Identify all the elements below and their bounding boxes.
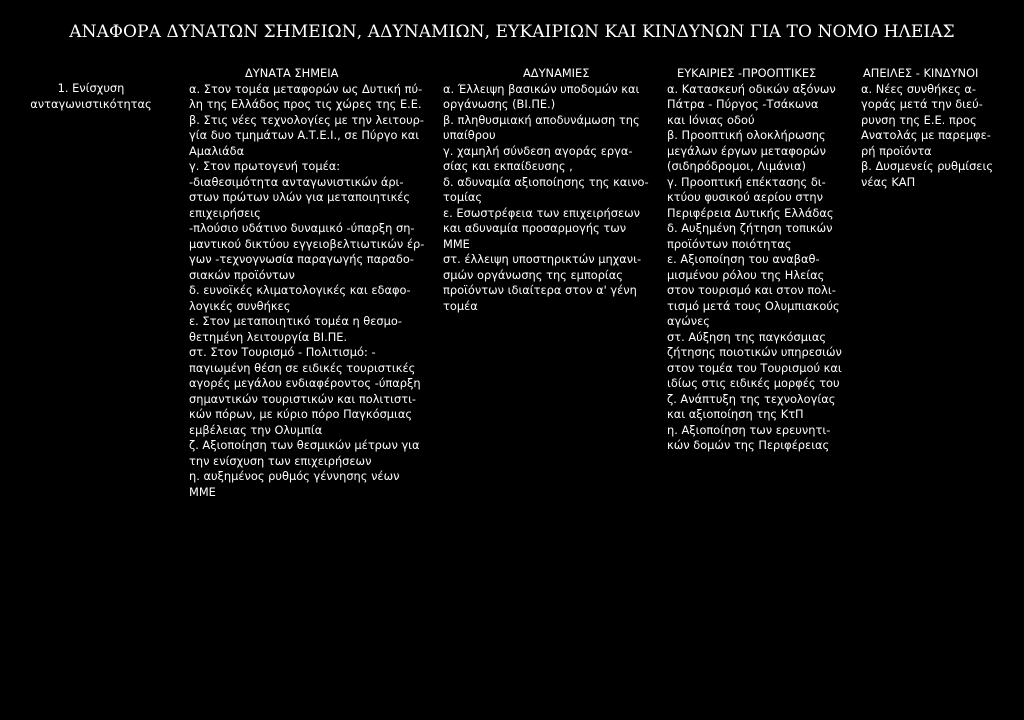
text-line: σιακών προϊόντων <box>189 267 295 282</box>
text-line: δ. αδυναμία αξιοποίησης της καινο- <box>443 174 649 189</box>
text-line: παγιωμένη θέση σε ειδικές τουριστικές <box>189 360 416 375</box>
text-line: αγορές μεγάλου ενδιαφέροντος -ύπαρξη <box>189 376 421 390</box>
text-line: (σιδηρόδρομοι, Λιμάνια) <box>667 159 806 173</box>
text-line: ιδίως στις ειδικές μορφές του <box>667 376 840 390</box>
text-line: προϊόντων ιδιαίτερα στον α' γένη <box>443 283 637 297</box>
text-line: στ. Αύξηση της παγκόσμιας <box>667 329 827 344</box>
threats-list <box>861 82 1024 191</box>
opportunities-header: ΕΥΚΑΙΡΙΕΣ -ΠΡΟΟΠΤΙΚΕΣ <box>677 66 817 80</box>
strengths-list <box>189 82 449 501</box>
text-line: την ενίσχυση των επιχειρήσεων <box>189 453 372 468</box>
text-line: Αμαλιάδα <box>189 143 245 158</box>
text-line: λογικές συνθήκες <box>189 298 291 313</box>
text-line: β. Στις νέες τεχνολογίες με την λειτουρ- <box>189 112 424 127</box>
text-line: γ. χαμηλή σύνδεση αγοράς εργα- <box>443 143 633 158</box>
text-line: υπαίθρου <box>443 128 496 142</box>
text-line: γοράς μετά την διεύ- <box>861 97 983 111</box>
text-line: και αξιοποίηση της ΚτΠ <box>667 407 804 421</box>
text-line: γων -τεχνογνωσία παραγωγής παραδο- <box>189 252 414 266</box>
text-line: τισμό μετά τους Ολυμπιακούς <box>667 298 840 313</box>
text-line: ρή προϊόντα <box>861 143 932 158</box>
opportunities-list <box>667 82 867 454</box>
text-line: σίας και εκπαίδευσης , <box>443 159 573 173</box>
text-line: ζ. Αξιοποίηση των θεσμικών μέτρων για <box>189 438 420 452</box>
text-line: νέας ΚΑΠ <box>861 174 916 189</box>
threats-column <box>861 66 1024 190</box>
weaknesses-column <box>443 66 668 314</box>
text-line: γ. Στον πρωτογενή τομέα: <box>189 159 341 173</box>
text-line: α. Κατασκευή οδικών αξόνων <box>667 81 836 96</box>
text-line: -πλούσιο υδάτινο δυναμικό -ύπαρξη ση- <box>189 221 415 235</box>
objective-text <box>0 81 182 112</box>
text-line: επιχειρήσεις <box>189 205 261 220</box>
text-line: σημαντικών τουριστικών και πολιτιστι- <box>189 391 417 406</box>
text-line: ζήτησης ποιοτικών υπηρεσιών <box>667 345 842 359</box>
text-line: τομέα <box>443 298 478 313</box>
text-line: ΜΜΕ <box>443 236 470 251</box>
strengths-column <box>189 66 449 500</box>
text-line: α. Νέες συνθήκες α- <box>861 81 977 96</box>
text-line: β. Προοπτική ολοκλήρωσης <box>667 128 826 142</box>
text-line: στον τουρισμό και στον πολι- <box>667 283 836 297</box>
document-title: ΑΝΑΦΟΡΑ ΔΥΝΑΤΩΝ ΣΗΜΕΙΩΝ, ΑΔΥΝΑΜΙΩΝ, ΕΥΚΑΙΡΙΩΝ ΚΑΙ ΚΙΝΔΥΝΩΝ ΓΙΑ ΤΟ ΝΟΜΟ ΗΛΕΙΑΣ <box>69 22 955 42</box>
text-line: προϊόντων ποιότητας <box>667 236 792 251</box>
text-line: Περιφέρεια Δυτικής Ελλάδας <box>667 205 834 220</box>
text-line: κών δομών της Περιφέρειας <box>667 438 830 452</box>
text-line: Ανατολάς με παρεμφε- <box>861 128 991 142</box>
text-line: εμβέλειας την Ολυμπία <box>189 422 323 437</box>
text-line: η. Αξιοποίηση των ερευνητι- <box>667 422 831 437</box>
text-line: στ. Στον Τουρισμό - Πολιτισμό: - <box>189 345 376 359</box>
text-line: και αδυναμία προσαρμογής των <box>443 221 627 235</box>
text-line: στον τομέα του Τουρισμού και <box>667 360 842 375</box>
text-line: ε. Στον μεταποιητικό τομέα η θεσμο- <box>189 314 402 328</box>
weaknesses-list <box>443 82 668 315</box>
text-line: σμών οργάνωσης της εμπορίας <box>443 267 623 282</box>
text-line: μισμένου ρόλου της Ηλείας <box>667 267 825 282</box>
text-line: ΜΜΕ <box>189 484 216 499</box>
text-line: τομίας <box>443 190 483 204</box>
text-line: στων πρώτων υλών για μεταποιητικές <box>189 190 411 204</box>
text-line: θετημένη λειτουργία ΒΙ.ΠΕ. <box>189 329 348 344</box>
text-line: η. αυξημένος ρυθμός γέννησης νέων <box>189 469 400 483</box>
text-line: δ. Αυξημένη ζήτηση τοπικών <box>667 221 833 235</box>
text-line: αγώνες <box>667 314 710 328</box>
text-line: ρυνση της Ε.Ε. προς <box>861 112 977 127</box>
text-line: α. Στον τομέα μεταφορών ως Δυτική πύ- <box>189 81 423 96</box>
text-line: δ. ευνοϊκές κλιματολογικές και εδαφο- <box>189 283 411 297</box>
text-line: γία δυο τμημάτων Α.Τ.Ε.Ι., σε Πύργο και <box>189 128 420 142</box>
text-line: κών πόρων, με κύριο πόρο Παγκόσμιας <box>189 407 413 421</box>
weaknesses-header: ΑΔΥΝΑΜΙΕΣ <box>523 66 590 80</box>
text-line: μαντικού δικτύου εγγειοβελτιωτικών έρ- <box>189 236 425 251</box>
text-line: ανταγωνιστικότητας <box>30 96 152 111</box>
text-line: και Ιόνιας οδού <box>667 112 755 127</box>
text-line: ε. Αξιοποίηση του αναβαθ- <box>667 252 820 266</box>
text-line: γ. Προοπτική επέκτασης δι- <box>667 174 826 189</box>
text-line: στ. έλλειψη υποστηρικτών μηχανι- <box>443 252 642 266</box>
text-line: ε. Εσωστρέφεια των επιχειρήσεων <box>443 205 641 220</box>
text-line: α. Έλλειψη βασικών υποδομών και <box>443 81 640 96</box>
text-line: οργάνωσης (ΒΙ.ΠΕ.) <box>443 97 556 111</box>
text-line: ζ. Ανάπτυξη της τεχνολογίας <box>667 391 836 406</box>
text-line: 1. Ενίσχυση <box>57 81 125 95</box>
text-line: β. Δυσμενείς ρυθμίσεις <box>861 159 994 173</box>
text-line: β. πληθυσμιακή αποδυνάμωση της <box>443 112 640 127</box>
objective-column <box>0 81 182 112</box>
text-line: Πάτρα - Πύργος -Τσάκωνα <box>667 97 819 111</box>
threats-header: ΑΠΕΙΛΕΣ - ΚΙΝΔΥΝΟΙ <box>863 66 979 80</box>
opportunities-column <box>667 66 867 454</box>
text-line: λη της Ελλάδος προς τις χώρες της Ε.Ε. <box>189 97 422 111</box>
text-line: κτύου φυσικού αερίου στην <box>667 190 824 204</box>
strengths-header: ΔΥΝΑΤΑ ΣΗΜΕΙΑ <box>245 66 339 80</box>
text-line: μεγάλων έργων μεταφορών <box>667 143 826 158</box>
text-line: -διαθεσιμότητα ανταγωνιστικών άρι- <box>189 174 404 189</box>
